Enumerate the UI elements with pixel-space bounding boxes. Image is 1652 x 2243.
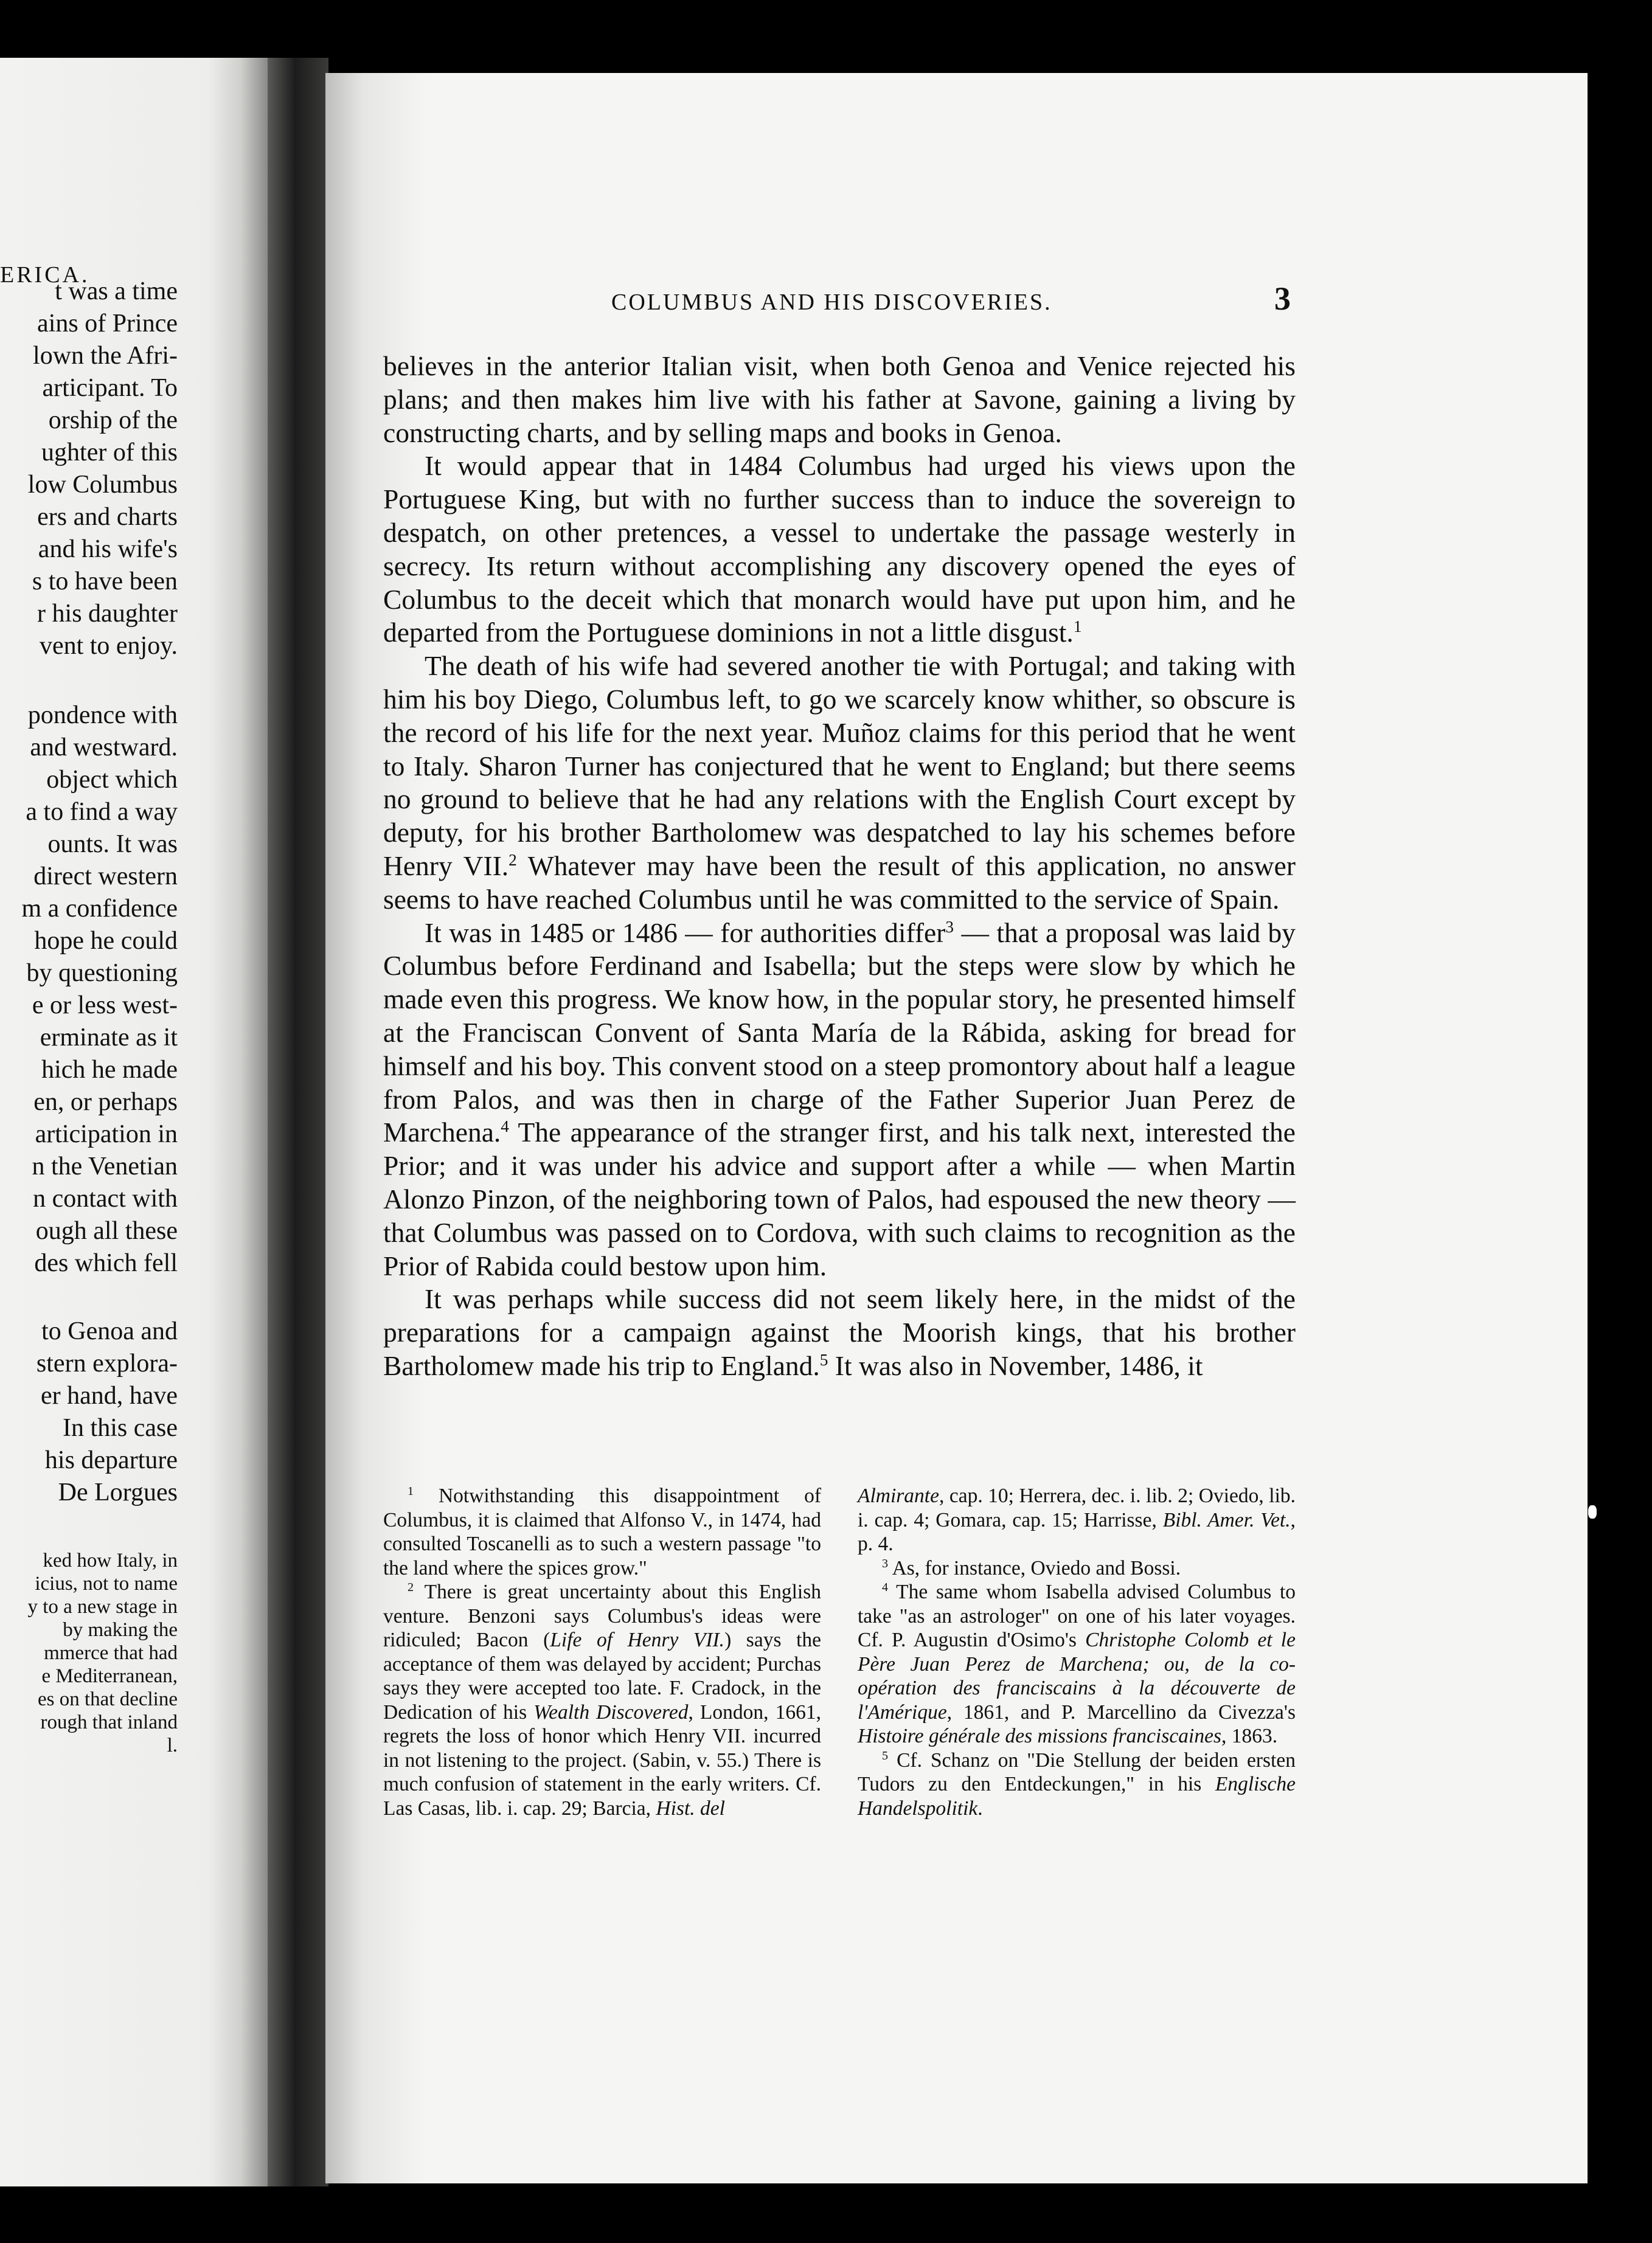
left-page-footnote-line: es on that decline — [37, 1688, 178, 1710]
footnote-marker: 3 — [945, 917, 954, 936]
left-page-line: his departure — [44, 1446, 178, 1474]
scan-speck — [1588, 1505, 1597, 1519]
footnote: $^5$ Cf. Schanz on "Die Stellung der beiden ersten Tudors zu den Entdeckungen," in his Englische Handelspolitik. — [858, 1749, 1296, 1820]
left-page-line: stern explora- — [36, 1350, 178, 1378]
footnote: $^2$ There is great uncertainty about this English venture. Benzoni says Columbus's ideas were ridiculed; Bacon (Life of Henry VII.) says the acceptance of them was delayed by accident; Purchas says they were accepted too late. F. Cradock, in the Dedication of his Wealth Discovered, London, 1661, regrets the loss of honor which Henry VII. incurred in not listening to the project. (Sabin, v. 55.) There is much confusion of statement in the early writers. Cf. Las Casas, lib. i. cap. 29; Barcia, Hist. del — [383, 1580, 821, 1820]
left-page-footnote-line: y to a new stage in — [27, 1596, 178, 1618]
left-page-line: r his daughter — [37, 600, 178, 628]
left-page-line: ounts. It was — [47, 830, 178, 858]
left-page-line: ains of Prince — [37, 310, 178, 338]
left-page-line: articipation in — [35, 1120, 178, 1148]
footnote: $^3$ As, for instance, Oviedo and Bossi. — [882, 1556, 1181, 1579]
left-page-line: ers and charts — [37, 503, 178, 531]
footnote-marker: 2 — [508, 850, 517, 869]
left-page-line: m a confidence — [21, 895, 178, 923]
left-page-line: en, or perhaps — [33, 1088, 178, 1116]
footnote-marker: 5 — [819, 1350, 828, 1369]
footnote-continued: Almirante, cap. 10; Herrera, dec. i. lib. 2; Oviedo, lib. i. cap. 4; Gomara, cap. 15; Harrisse, Bibl. Amer. Vet., p. 4. — [858, 1485, 1296, 1555]
footnote-marker: 1 — [1073, 617, 1082, 636]
left-page-line: De Lorgues — [58, 1479, 178, 1506]
left-page-line: orship of the — [48, 406, 178, 434]
left-page-line: hich he made — [41, 1056, 178, 1084]
left-page-line: low Columbus — [27, 471, 178, 499]
footnote: $^1$ Notwithstanding this disappointment of Columbus, it is claimed that Alfonso V., in 1474, had consulted Toscanelli as to such a western passage "to the land where the spices grow." — [383, 1484, 821, 1579]
right-page — [325, 73, 1588, 2183]
left-page-footnote-line: rough that inland — [40, 1711, 178, 1733]
left-page-line: In this case — [63, 1414, 178, 1442]
left-page-line: by questioning — [26, 959, 178, 987]
running-head: COLUMBUS AND HIS DISCOVERIES. — [611, 289, 1052, 315]
left-page-line: object which — [46, 766, 178, 794]
left-running-head: ERICA. — [0, 262, 90, 288]
left-page-text-column — [0, 58, 268, 2186]
left-page-line: erminate as it — [40, 1024, 178, 1052]
left-page-line: er hand, have — [40, 1382, 178, 1410]
left-page-line: vent to enjoy. — [39, 632, 178, 660]
footnotes-left-column — [383, 1484, 821, 1820]
left-page-line: articipant. To — [42, 374, 178, 402]
paragraph: believes in the anterior Italian visit, when both Genoa and Venice rejected his plans; and then makes him live with his father at Savone, gaining a living by constructing charts, and by selling maps and books in Genoa. — [383, 350, 1296, 448]
left-page-footnote-line: ked how Italy, in — [43, 1550, 178, 1572]
left-page-line: ough all these — [35, 1217, 178, 1245]
left-page-line: lown the Afri- — [33, 342, 178, 370]
body-text — [383, 350, 1296, 1383]
left-page-line: n contact with — [33, 1185, 178, 1213]
left-page-line: and his wife's — [38, 535, 178, 563]
left-page-line: hope he could — [34, 927, 178, 955]
paragraph: It would appear that in 1484 Columbus had urged his views upon the Portuguese King, but with no further success than to induce the sovereign to despatch, on other pretences, a vessel to undertake the passage westerly in secrecy. Its return without accomplishing any discovery opened the eyes of Columbus to the deceit which that monarch would have put upon him, and he departed from the Portuguese dominions in not a little disgust.$^1$ — [383, 450, 1296, 648]
footnote-marker: 4 — [501, 1117, 509, 1136]
left-page-line: a to find a way — [26, 798, 178, 826]
footnotes-right-column — [858, 1484, 1296, 1820]
left-page-line: and westward. — [30, 733, 178, 761]
left-page-line: direct western — [33, 862, 178, 890]
left-page-line: des which fell — [34, 1249, 178, 1277]
left-facing-page — [0, 58, 268, 2186]
left-page-footnote-line: by making the — [63, 1619, 178, 1641]
left-page-line: t was a time — [55, 277, 178, 305]
left-page-footnote-line: icius, not to name — [35, 1573, 178, 1595]
page-number: 3 — [1274, 280, 1291, 317]
left-page-line: e or less west- — [32, 991, 178, 1019]
left-page-line: to Genoa and — [41, 1317, 178, 1345]
left-page-line: ughter of this — [41, 439, 178, 466]
left-page-line: pondence with — [27, 701, 178, 729]
left-page-footnote-line: mmerce that had — [44, 1642, 178, 1664]
paragraph: It was perhaps while success did not seem likely here, in the midst of the preparations for a campaign against the Moorish kings, that his brother Bartholomew made his trip to England.$^5$ It was also in November, 1486, it — [383, 1283, 1296, 1381]
paragraph: It was in 1485 or 1486 — for authorities differ$^3$ — that a proposal was laid by Columbus before Ferdinand and Isabella; but the steps were slow by which he made even this progress. We know how, in the popular story, he presented himself at the Franciscan Convent of Santa María de la Rábida, asking for bread for himself and his boy. This convent stood on a steep promontory about half a league from Palos, and was then in charge of the Father Superior Juan Perez de Marchena.$^4$ The appearance of the stranger first, and his talk next, interested the Prior; and it was under his advice and support after a while — when Martin Alonzo Pinzon, of the neighboring town of Palos, had espoused the new theory — that Columbus was passed on to Cordova, with such claims to recognition as the Prior of Rabida could bestow upon him. — [383, 917, 1296, 1281]
paragraph: The death of his wife had severed another tie with Portugal; and taking with him his boy Diego, Columbus left, to go we scarcely know whither, so obscure is the record of his life for the next year. Muñoz claims for this period that he went to Italy. Sharon Turner has conjectured that he went to England; but there seems no ground to believe that he had any relations with the English Court except by deputy, for his brother Bartholomew was despatched to lay his schemes before Henry VII.$^2$ Whatever may have been the result of this application, no answer seems to have reached Columbus until he was committed to the service of Spain. — [383, 650, 1296, 915]
book-spine — [268, 58, 328, 2186]
left-page-line: s to have been — [32, 567, 178, 595]
left-page-footnote-line: e Mediterranean, — [41, 1665, 178, 1687]
left-page-footnote-line: l. — [167, 1735, 178, 1756]
left-page-line: n the Venetian — [32, 1153, 178, 1180]
footnote: $^4$ The same whom Isabella advised Columbus to take "as an astrologer" on one of his later voyages. Cf. P. Augustin d'Osimo's Christophe Colomb et le Père Juan Perez de Marchena; ou, de la co-opération des franciscains à la découverte de l'Amérique, 1861, and P. Marcellino da Civezza's Histoire générale des missions franciscaines, 1863. — [858, 1580, 1296, 1747]
